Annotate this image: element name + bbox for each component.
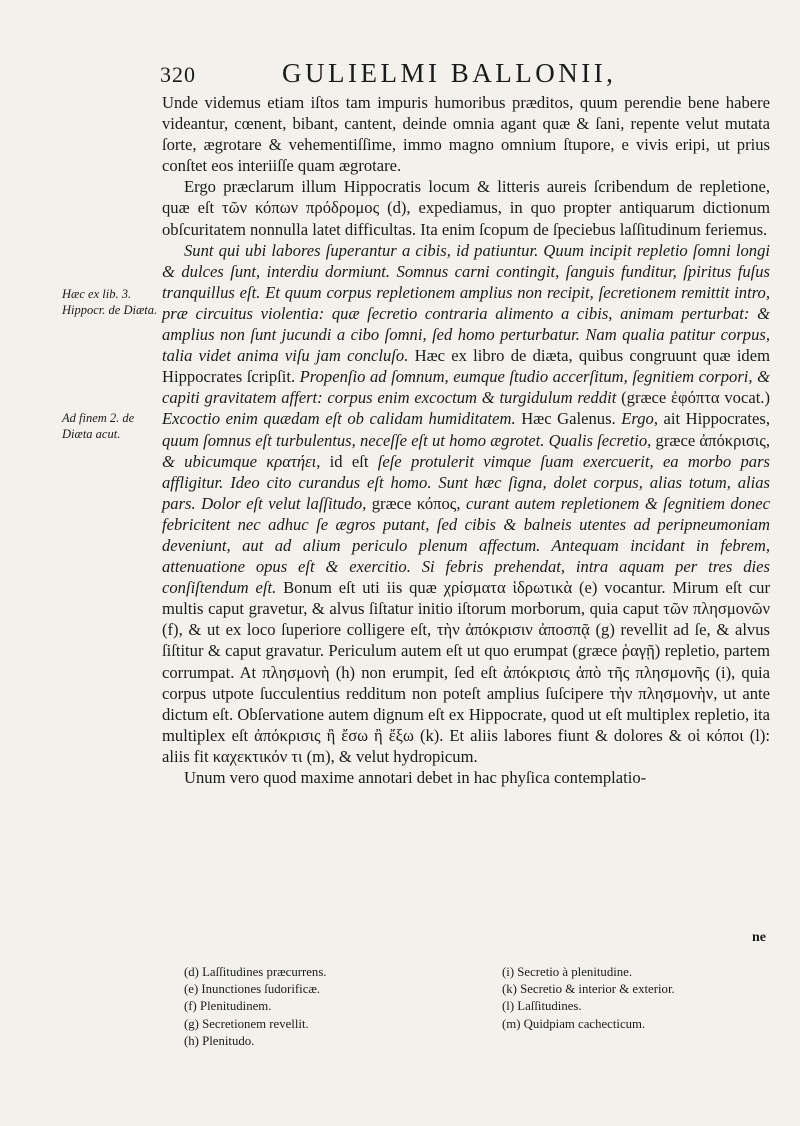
text-run: , ait Hippocrates,: [653, 409, 770, 429]
text-run: Unum vero quod maxime annotari debet in hac phyſica contemplatio-: [184, 768, 647, 787]
italic-passage: ſeſe protulerit vimque ſuam exercuerit, ea morbo pars affligitur. Ideo cito curandus eſt homo. Sunt hæc ſigna, dolet corpus, alias totum, alias pars. Dolor eſt velut laſſitudo,: [162, 451, 770, 513]
main-text: [162, 92, 770, 788]
text-run: (græce ἐφόπτα vocat.): [616, 388, 770, 408]
footnote: (e) Inunctiones ſudorificæ.: [184, 982, 321, 997]
margin-note: Ad finem 2. de Diæta acut.: [62, 411, 135, 441]
footnote: (i) Secretio à plenitudine.: [502, 965, 633, 979]
paragraph: [162, 240, 770, 767]
text-run: Hæc Galenus.: [515, 409, 622, 429]
italic-passage: & ubicumque κρατήει,: [162, 451, 321, 471]
text-run: græce κόπος,: [366, 493, 466, 513]
text-run: Hæc ex libro de diæta, quibus congruunt quæ idem Hippocrates ſcripſit.: [162, 346, 770, 387]
paragraph: [162, 767, 770, 788]
footnote: (l) Laſſitudines.: [502, 999, 582, 1014]
italic-passage: curant autem repletionem & ſegnitiem donec febricitent nec adhuc ſe ægros putant, ſed cibis & balneis utentes ad peripneumoniam deveniunt, aut ad alium periculo plenum affectum. Antequam incidant in febrem, attenuatione opus eſt & exercitio. Si febris prehendat, intra aquam per tres dies conſiſtendum eſt.: [162, 493, 770, 598]
footnote: (h) Plenitudo.: [184, 1033, 255, 1048]
text-run: græce ἀπόκρισις,: [651, 430, 770, 450]
italic-passage: Sunt qui ubi labores ſuperantur a cibis, id patiuntur. Quum incipit repletio ſomni longi & dulces ſunt, interdiu dormiunt. Somnus carni contingit, ſanguis funditur, ſpiritus fuſus tranquillus eſt. Et quum corpus repletionem amplius non recipit, ſecretionem remittit intro, præ circuitus violentia: quæ ſecretio contraria alimento a cibis, animam perturbat: & amplius non ſunt jucundi a cibo ſomni, ſed homo perturbatur. Nam qualia patitur corpus, talia videt anima viſu jam concluſo.: [162, 240, 770, 366]
page-header: [160, 56, 770, 90]
footnote: (g) Secretionem revellit.: [184, 1016, 309, 1031]
paragraph: [162, 92, 770, 176]
italic-passage: Propenſio ad ſomnum, eumque ſtudio accerſitum, ſegnitiem corpori, & capiti gravitatem affert: corpus enim excoctum & turgidulum reddit: [162, 367, 771, 408]
text-run: Bonum eſt uti iis quæ χρίσματα ἱδρωτικὰ (e) vocantur. Mirum eſt cur multis caput gravetur, & alvus ſiſtatur initio iſtorum morborum, quia caput τῶν πλησμονῶν (f), & ut ex loco ſuperiore colligere eſt, τὴν ἀπόκρισιν ἀποσπᾷ (g) revellit ad ſe, & alvus ſiſtitur & caput gravatur. Periculum autem eſt ut quo erumpat (græce ῥαγῇ) repletio, partem corrumpat. At πλησμονὴ (h) non erumpit, ſed eſt ἀπόκρισις ἀπὸ τῆς πλησμονῆς (i), quia corpus utpote ſucculentius redditum non poteſt amplius ſuſcipere τὴν πλησμονὴν, ut ante dictum eſt. Obſervatione autem dignum eſt ex Hippocrate, quod ut eſt multiplex repletio, ita multiplex eſt ἀπόκρισις ἢ ἔσω ἢ ἔξω (k). Et aliis labores fiunt & dolores & οἱ κόποι (l): aliis fit καχεκτικόν τι (m), & velut hydropicum.: [162, 578, 771, 766]
text-run: id eſt: [320, 451, 378, 471]
footnote: (f) Plenitudinem.: [184, 999, 272, 1014]
text-run: Ergo præclarum illum Hippocratis locum & litteris aureis ſcribendum de repletione, quæ eſt τῶν κόπων πρόδρομος (d), expediamus, in quo propter antiquarum dictionum obſcuritatem nonnulla latet difficultas. Ita enim ſcopum de ſpeciebus laſſitudinum feriemus.: [162, 177, 770, 239]
text-run: Unde videmus etiam iſtos tam impuris humoribus præditos, quum perendie bene habere videantur, cœnent, bibant, cantent, deinde omnia agant quæ & ſani, repente velut mutata ſorte, ægrotare & vehementiſſime, immo magno omnium ſtupore, e vivis eripi, ut prius conſtet eos interiiſſe quam ægrotare.: [162, 93, 770, 176]
italic-passage: Excoctio enim quædam eſt ob calidam humiditatem.: [162, 409, 516, 429]
paragraph: [162, 176, 770, 239]
italic-passage: quum ſomnus eſt turbulentus, neceſſe eſt ut homo ægrotet. Qualis ſecretio,: [162, 430, 652, 450]
italic-passage: Ergo: [621, 409, 654, 429]
catchword: ne: [752, 930, 766, 945]
running-title: GULIELMI BALLONII,: [282, 58, 617, 88]
footnotes-right-column: [502, 964, 774, 1033]
margin-note: Hæc ex lib. 3. Hippocr. de Diæta.: [62, 287, 158, 317]
footnotes-left-column: [184, 964, 434, 1050]
footnote: (k) Secretio & interior & exterior.: [502, 982, 675, 997]
footnote: (m) Quidpiam cachecticum.: [502, 1016, 646, 1031]
footnote: (d) Laſſitudines præcurrens.: [184, 965, 327, 979]
page-number: 320: [160, 62, 196, 87]
